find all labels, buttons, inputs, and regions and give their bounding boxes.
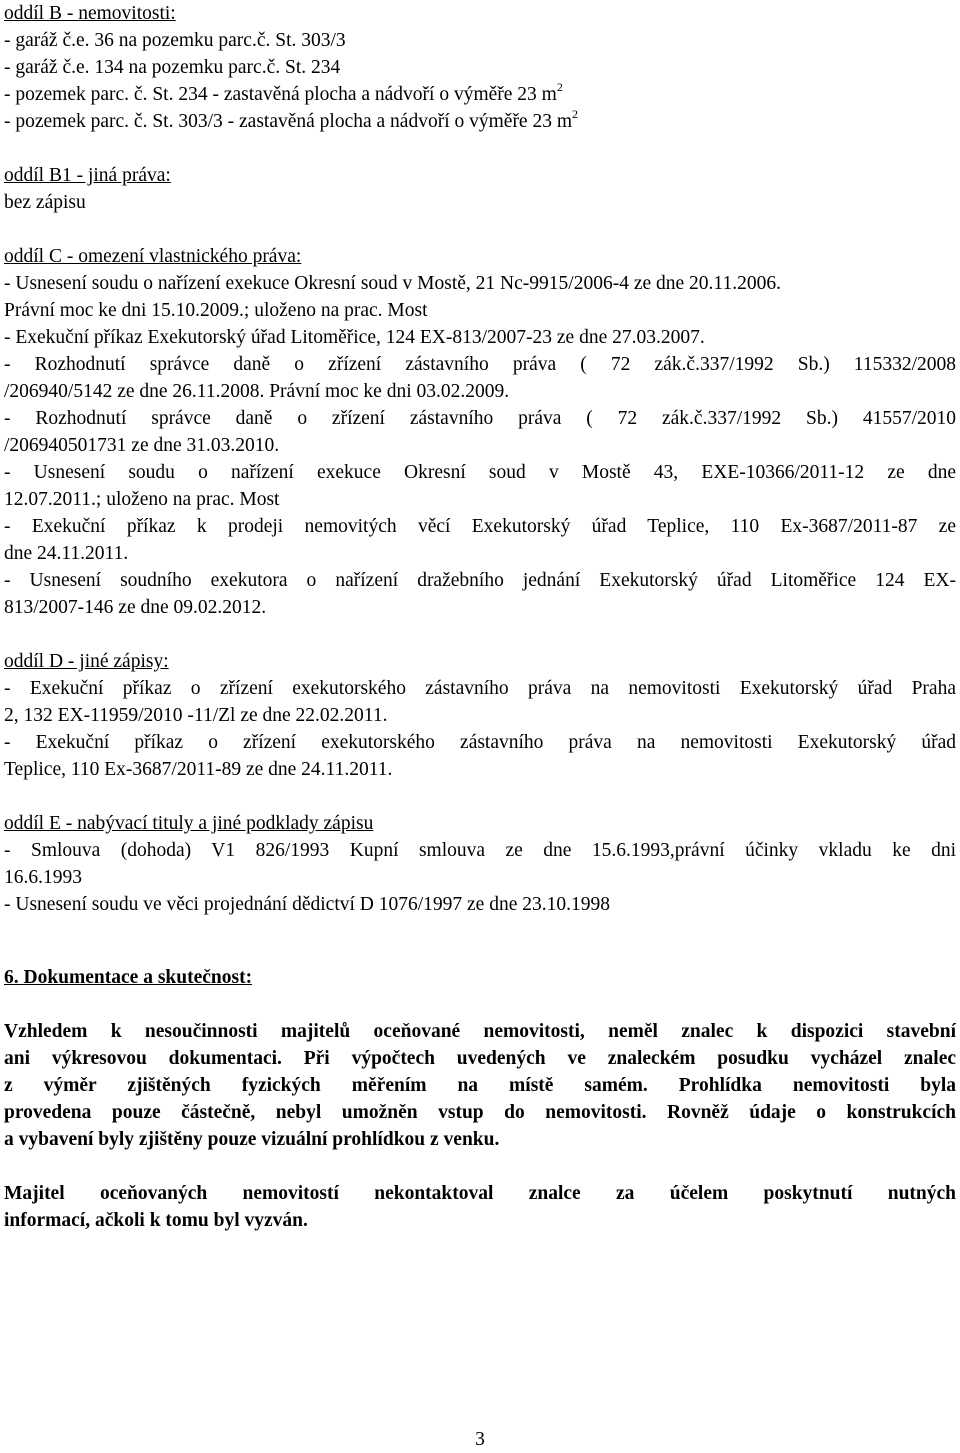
section-d-line: Teplice, 110 Ex-3687/2011-89 ze dne 24.11.2011. — [4, 759, 393, 780]
section-c-line: - Exekuční příkaz k prodeji nemovitých věcí Exekutorský úřad Teplice, 110 Ex-3687/2011-87 ze — [4, 516, 956, 537]
section-d-heading: oddíl D - jiné zápisy: — [4, 651, 169, 672]
section-d-line: - Exekuční příkaz o zřízení exekutorského zástavního práva na nemovitosti Exekutorský úřad Praha — [4, 678, 956, 699]
section-e-line: 16.6.1993 — [4, 867, 82, 888]
section-6-para1-line: Vzhledem k nesoučinnosti majitelů oceňované nemovitosti, neměl znalec k dispozici stavební — [4, 1021, 956, 1042]
section-c-line: Právní moc ke dni 15.10.2009.; uloženo na prac. Most — [4, 300, 428, 321]
section-e-line: - Smlouva (dohoda) V1 826/1993 Kupní smlouva ze dne 15.6.1993,právní účinky vkladu ke dni — [4, 840, 956, 861]
section-c-line: - Usnesení soudu o nařízení exekuce Okresní soud v Mostě 43, EXE-10366/2011-12 ze dne — [4, 462, 956, 483]
section-d-line: 2, 132 EX-11959/2010 -11/Zl ze dne 22.02.2011. — [4, 705, 388, 726]
section-e-heading: oddíl E - nabývací tituly a jiné podklady zápisu — [4, 813, 374, 834]
section-b1-text: bez zápisu — [4, 192, 86, 213]
superscript: 2 — [572, 107, 579, 121]
section-b-line-1: - garáž č.e. 36 na pozemku parc.č. St. 303/3 — [4, 30, 346, 51]
section-b-line-4 — [4, 108, 956, 135]
section-b-heading: oddíl B - nemovitosti: — [4, 3, 176, 24]
section-b-line-3-text: - pozemek parc. č. St. 234 - zastavěná plocha a nádvoří o výměře 23 m — [4, 84, 557, 105]
section-b-line-2: - garáž č.e. 134 na pozemku parc.č. St. 234 — [4, 57, 341, 78]
section-6-para1-line: ani výkresovou dokumentaci. Při výpočtech uvedených ve znaleckém posudku vycházel znalec — [4, 1048, 956, 1069]
section-b-line-4-text: - pozemek parc. č. St. 303/3 - zastavěná plocha a nádvoří o výměře 23 m — [4, 111, 573, 132]
section-6-para2-line: informací, ačkoli k tomu byl vyzván. — [4, 1210, 308, 1231]
section-c-heading: oddíl C - omezení vlastnického práva: — [4, 246, 302, 267]
section-c-line: - Usnesení soudního exekutora o nařízení dražebního jednání Exekutorský úřad Litoměřice 124 EX- — [4, 570, 956, 591]
section-d-line: - Exekuční příkaz o zřízení exekutorského zástavního práva na nemovitosti Exekutorský úřad — [4, 732, 956, 753]
superscript: 2 — [556, 80, 563, 94]
section-c-line: /206940501731 ze dne 31.03.2010. — [4, 435, 280, 456]
section-c-line: 12.07.2011.; uloženo na prac. Most — [4, 489, 280, 510]
section-c-line: - Rozhodnutí správce daně o zřízení zástavního práva ( 72 zák.č.337/1992 Sb.) 115332/2008 — [4, 354, 956, 375]
section-6-para1-line: a vybavení byly zjištěny pouze vizuální prohlídkou z venku. — [4, 1129, 500, 1150]
section-c-line: - Usnesení soudu o nařízení exekuce Okresní soud v Mostě, 21 Nc-9915/2006-4 ze dne 20.11.2006. — [4, 273, 781, 294]
section-6-para2-line: Majitel oceňovaných nemovitostí nekontaktoval znalce za účelem poskytnutí nutných — [4, 1183, 956, 1204]
section-c-line: 813/2007-146 ze dne 09.02.2012. — [4, 597, 267, 618]
section-6-para1-line: z výměr zjištěných fyzických měřením na místě samém. Prohlídka nemovitosti byla — [4, 1075, 956, 1096]
section-c-line: /206940/5142 ze dne 26.11.2008. Právní moc ke dni 03.02.2009. — [4, 381, 510, 402]
section-6-para1-line: provedena pouze částečně, nebyl umožněn vstup do nemovitosti. Rovněž údaje o konstrukcích — [4, 1102, 956, 1123]
section-c-line: - Exekuční příkaz Exekutorský úřad Litoměřice, 124 EX-813/2007-23 ze dne 27.03.2007. — [4, 327, 705, 348]
section-c-line: - Rozhodnutí správce daně o zřízení zástavního práva ( 72 zák.č.337/1992 Sb.) 41557/2010 — [4, 408, 956, 429]
section-6-heading: 6. Dokumentace a skutečnost: — [4, 967, 253, 988]
section-e-line: - Usnesení soudu ve věci projednání dědictví D 1076/1997 ze dne 23.10.1998 — [4, 894, 610, 915]
section-c-line: dne 24.11.2011. — [4, 543, 129, 564]
section-b-line-3 — [4, 81, 956, 108]
section-b1-heading: oddíl B1 - jiná práva: — [4, 165, 171, 186]
page-number: 3 — [475, 1429, 485, 1450]
